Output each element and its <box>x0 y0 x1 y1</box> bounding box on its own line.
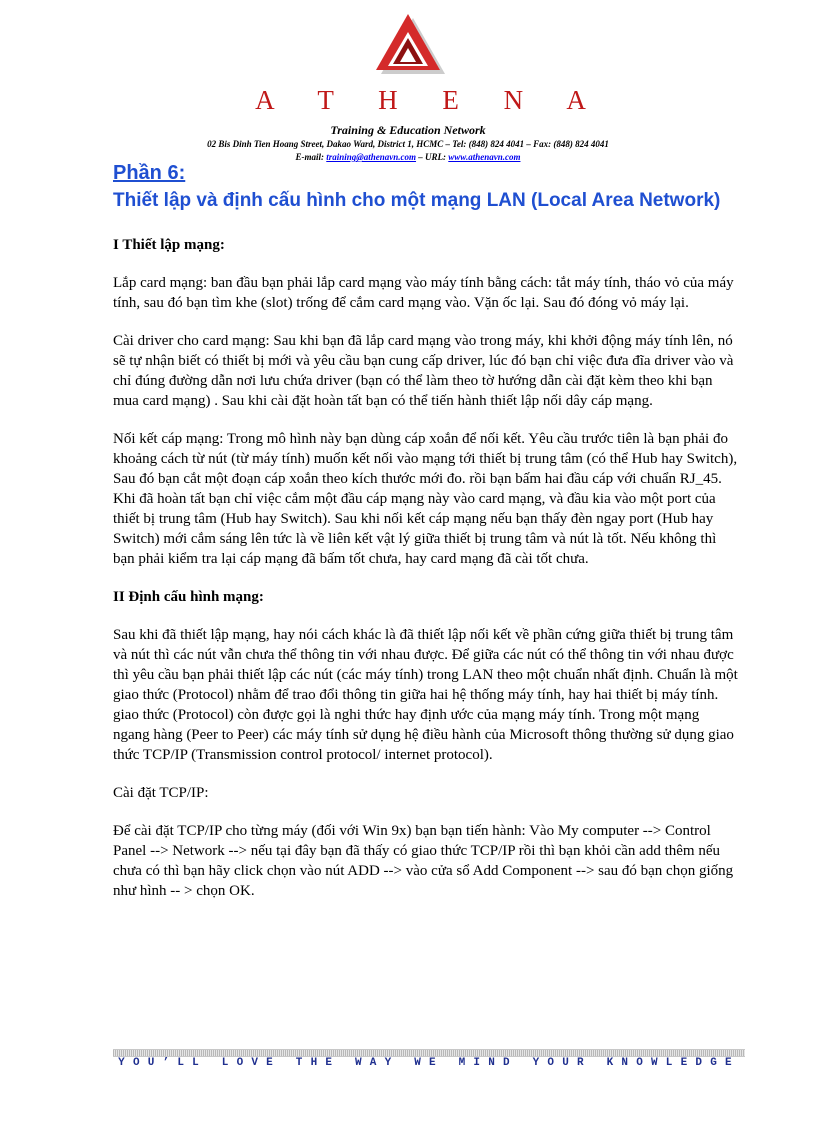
section-heading-setup: I Thiết lập mạng: <box>113 237 225 253</box>
paragraph-install-card: Lắp card mạng: ban đầu bạn phải lắp card mạng vào máy tính bằng cách: tắt máy tính, tháo vỏ của máy tính, sau đó bạn tìm khe (slot) trống để cắm card mạng vào. Vặn ốc lại. Sau đó đóng vỏ máy lại. <box>113 275 734 311</box>
footer-divider <box>113 1049 745 1057</box>
email-label: E-mail: <box>295 152 327 162</box>
part-title: Phần 6: <box>113 162 186 184</box>
url-label: – URL: <box>416 152 449 162</box>
address-line: 02 Bis Dinh Tien Hoang Street, Dakao Ward, District 1, HCMC – Tel: (848) 824 4041 – Fax: (848) 824 4041 <box>207 139 609 149</box>
part-subtitle: Thiết lập và định cấu hình cho một mạng LAN (Local Area Network) <box>113 190 721 211</box>
brand-name: A T H E N A <box>255 85 605 115</box>
paragraph-tcpip-steps: Để cài đặt TCP/IP cho từng máy (đối với Win 9x) bạn bạn tiến hành: Vào My computer --> Control Panel --> Network --> nếu tại đây bạn đã thấy có giao thức TCP/IP rồi thì bạn khỏi cần add thêm nếu chưa có thì bạn hãy click chọn vào nút ADD --> vào cửa sổ Add Component --> sau đó bạn chọn giống như hình -- > chọn OK. <box>113 823 734 899</box>
document-body <box>113 160 738 901</box>
paragraph-install-driver: Cài driver cho card mạng: Sau khi bạn đã lắp card mạng vào trong máy, khi khởi động máy tính lên, nó sẽ tự nhận biết có thiết bị mới và yêu cầu bạn cung cấp driver, lúc đó bạn chỉ việc đưa đĩa driver vào và chỉ đúng đường dẫn nơi lưu chứa driver (bạn có thể làm theo tờ hướng dẫn cài đặt kèm theo khi bạn mua card mạng) . Sau khi cài đặt hoàn tất bạn có thể tiến hành thiết lập nối dây cáp mạng. <box>113 333 734 409</box>
footer-slogan: YOU’LL LOVE THE WAY WE MIND YOUR KNOWLEDGE <box>118 1057 740 1069</box>
tagline: Training & Education Network <box>330 123 486 137</box>
athena-logo-icon <box>333 12 483 74</box>
website-link[interactable]: www.athenavn.com <box>448 152 521 162</box>
letterhead <box>0 12 816 162</box>
paragraph-tcpip-title: Cài đặt TCP/IP: <box>113 785 209 801</box>
section-heading-config: II Định cấu hình mạng: <box>113 589 264 605</box>
email-link[interactable]: training@athenavn.com <box>326 152 417 162</box>
paragraph-cabling: Nối kết cáp mạng: Trong mô hình này bạn dùng cáp xoắn để nối kết. Yêu cầu trước tiên là bạn phải đo khoảng cách từ nút (từ máy tính) muốn kết nối vào mạng tới thiết bị trung tâm (có thể Hub hay Switch), Sau đó bạn cắt một đoạn cáp xoắn theo kích thước mới đo. rồi bạn bấm hai đầu cáp với chuẩn RJ_45. Khi đã hoàn tất bạn chỉ việc cắm một đầu cáp mạng này vào card mạng, và đầu kia vào một port của thiết bị trung tâm (Hub hay Switch). Sau khi nối kết cáp mạng nếu bạn thấy đèn ngay port (Hub hay Switch) mới cắm sáng lên tức là về liên kết vật lý giữa thiết bị trung tâm và nút là tốt. Nếu không thì bạn phải kiểm tra lại cáp mạng đã bấm tốt chưa, hay card mạng đã cài tốt chưa. <box>113 431 738 567</box>
paragraph-protocol: Sau khi đã thiết lập mạng, hay nói cách khác là đã thiết lập nối kết về phần cứng giữa thiết bị trung tâm và nút thì các nút vẫn chưa thể thông tin với nhau được. Để giữa các nút có thể thông tin với nhau được thì yêu cầu bạn phải thiết lập các nút (các máy tính) trong LAN theo một chuẩn nhất định. Chuẩn là một giao thức (Protocol) nhằm để trao đổi thông tin giữa hai hệ thống máy tính, hay hai thiết bị máy tính. giao thức (Protocol) còn được gọi là nghi thức hay định ước của mạng máy tính. Trong một mạng ngang hàng (Peer to Peer) các máy tính sử dụng hệ điều hành của Microsoft thông thường sử dụng giao thức TCP/IP (Transmission control protocol/ internet protocol). <box>113 627 738 763</box>
